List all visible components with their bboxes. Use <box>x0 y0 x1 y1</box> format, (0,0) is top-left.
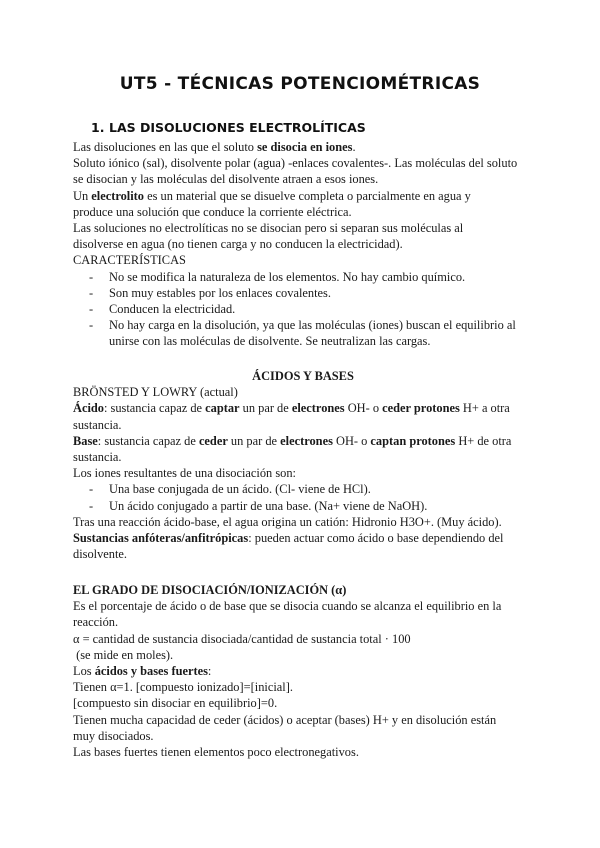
paragraph-line: Tienen α=1. [compuesto ionizado]=[inicial]. <box>73 680 293 695</box>
acid-definition: Ácido: sustancia capaz de captar un par de electrones OH- o ceder protones H+ a otra <box>73 401 510 416</box>
paragraph-line: Un electrolito es un material que se disuelve completa o parcialmente en agua y <box>73 188 471 203</box>
paragraph-line: Tras una reacción ácido-base, el agua origina un catión: Hidronio H3O+. (Muy ácido). <box>73 514 502 529</box>
list-item: - Conducen la electricidad. <box>89 301 236 316</box>
amphoteric-definition: Sustancias anfóteras/anfitrópicas: pueden actuar como ácido o base dependiendo del <box>73 530 504 545</box>
list-item: - No hay carga en la disolución, ya que las moléculas (iones) buscan el equilibrio al <box>89 318 516 333</box>
paragraph-line: Las soluciones no electrolíticas no se disocian pero si separan sus moléculas al <box>73 220 464 235</box>
paragraph-line: (se mide en moles). <box>73 647 174 662</box>
acids-section <box>73 368 533 562</box>
base-definition: Base: sustancia capaz de ceder un par de electrones OH- o captan protones H+ de otra <box>73 433 512 448</box>
list-label: CARACTERÍSTICAS <box>73 253 186 268</box>
formula-line: α = cantidad de sustancia disociada/cantidad de sustancia total · 100 <box>73 631 411 646</box>
section-title: LAS DISOLUCIONES ELECTROLÍTICAS <box>109 120 366 135</box>
paragraph-line: muy disociados. <box>73 728 154 743</box>
list-item: - Un ácido conjugado a partir de una base. (Na+ viene de NaOH). <box>89 498 428 513</box>
list-item-continuation: unirse con las moléculas de disolvente. Se neutralizan las cargas. <box>109 334 431 349</box>
paragraph-line: [compuesto sin disociar en equilibrio]=0. <box>73 696 278 711</box>
paragraph-line: Es el porcentaje de ácido o de base que se disocia cuando se alcanza el equilibrio en la <box>73 599 502 614</box>
degree-heading: EL GRADO DE DISOCIACIÓN/IONIZACIÓN (α) <box>73 583 347 597</box>
list-item: - Son muy estables por los enlaces covalentes. <box>89 285 331 300</box>
acids-heading: ÁCIDOS Y BASES <box>252 369 354 383</box>
paragraph-line: sustancia. <box>73 449 122 464</box>
paragraph-line: disolvente. <box>73 547 128 562</box>
section-heading <box>91 120 366 135</box>
section-number: 1. <box>91 120 105 135</box>
list-item: - No se modifica la naturaleza de los elementos. No hay cambio químico. <box>89 269 466 284</box>
paragraph-line: Las disoluciones en las que el soluto se disocia en iones. <box>73 140 356 154</box>
list-item: - Una base conjugada de un ácido. (Cl- viene de HCl). <box>89 482 371 497</box>
page-title: UT5 - TÉCNICAS POTENCIOMÉTRICAS <box>119 74 481 94</box>
paragraph-line: Las bases fuertes tienen elementos poco electronegativos. <box>73 744 359 759</box>
paragraph-line: disolverse en agua (no tienen carga y no conducen la electricidad). <box>73 237 403 252</box>
degree-section <box>73 582 533 760</box>
paragraph-line: produce una solución que conduce la corriente eléctrica. <box>73 204 352 219</box>
paragraph-line: reacción. <box>73 615 119 630</box>
paragraph-line: se disocian y las moléculas del disolvente atraen a esos iones. <box>73 172 379 187</box>
paragraph-line: Los ácidos y bases fuertes: <box>73 663 212 678</box>
paragraph-line: Los iones resultantes de una disociación son: <box>73 466 296 481</box>
section-body <box>73 139 533 349</box>
paragraph-line: sustancia. <box>73 417 122 432</box>
paragraph-line: Tienen mucha capacidad de ceder (ácidos) o aceptar (bases) H+ y en disolución están <box>73 712 497 727</box>
paragraph-line: Soluto iónico (sal), disolvente polar (agua) -enlaces covalentes-. Las moléculas del soluto <box>73 156 518 171</box>
theory-label: BRÖNSTED Y LOWRY (actual) <box>73 385 238 400</box>
